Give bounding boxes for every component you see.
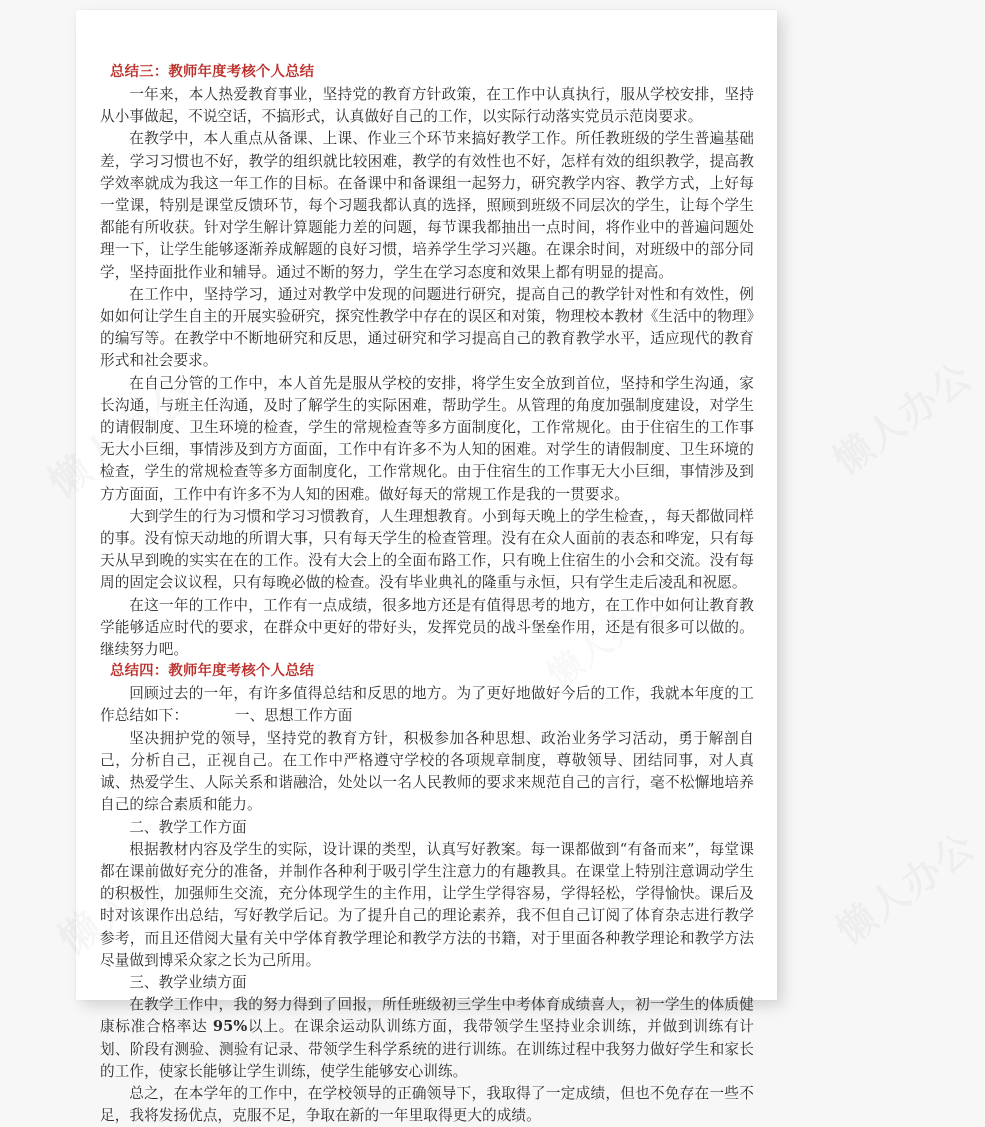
paragraph-10 — [100, 994, 754, 1083]
paragraph-3 — [100, 284, 754, 373]
paragraph-6 — [100, 595, 754, 662]
text-run: 一年来，本人热爱教育事业，坚持党的教育方针政策，在工作中认真执行，服从学校安排，坚持从小事做起，不说空话，不搞形式，认真做好自己的工作，以实际行动落实党员示范岗要求。 — [100, 86, 754, 126]
text-run: 在自己分管的工作中，本人首先是服从学校的安排，将学生安全放到首位，坚持和学生沟通，家长沟通，与班主任沟通，及时了解学生的实际困难，帮助学生。从管理的角度加强制度建设，对学生的请假制度、卫生环境的检查，学生的常规检查等多方面制度化，工作常规化。由于住宿生的工作事无大小巨细，事情涉及到方方面面，工作中有许多不为人知的困难。对学生的请假制度、卫生环境的检查，学生的常规检查等多方面制度化，工作常规化。由于住宿生的工作事无大小巨细，事情涉及到方方面面，工作中有许多不为人知的困难。做好每天的常规工作是我的一贯要求。 — [100, 374, 754, 503]
text-run: 大到学生的行为习惯和学习习惯教育，人生理想教育。小到每天晚上的学生检查，，每天都做同样的事。没有惊天动地的所谓大事，只有每天学生的检查管理。没有在众人面前的表态和哗宠，只有每天从早到晚的实实在在的工作。没有大会上的全面布路工作，只有晚上住宿生的小会和交流。没有每周的固定会议议程，只有每晚必做的检查。没有毕业典礼的隆重与永恒，只有学生走后凌乱和祝愿。 — [100, 507, 754, 592]
text-run: 根据教材内容及学生的实际，设计课的类型，认真写好教案。每一课都做到“有备而来”，每堂课都在课前做好充分的准备，并制作各种利于吸引学生注意力的有趣教具。在课堂上特别注意调动学生的积极性，加强师生交流，充分体现学生的主作用，让学生学得容易，学得轻松，学得愉快。课后及时对该课作出总结，写好教学后记。为了提升自己的理论素养，我不但自己订阅了体育杂志进行教学参考，而且还借阅大量有关中学体育教学理论和教学方法的书籍，对于里面各种教学理论和教学方法尽量做到博采众家之长为己所用。 — [100, 840, 754, 969]
text-run: 坚决拥护党的领导，坚持党的教育方针，积极参加各种思想、政治业务学习活动，勇于解剖自己，分析自己，正视自己。在工作中严格遵守学校的各项规章制度，尊敬领导、团结同事，对人真诚、热爱学生、人际关系和谐融洽，处处以一名人民教师的要求来规范自己的言行，毫不松懈地培养自己的综合素质和能力。 — [100, 729, 754, 814]
document-page — [76, 10, 777, 1125]
paragraph-9 — [100, 839, 754, 972]
paragraph-11 — [100, 1083, 754, 1127]
text-run: 二、教学工作方面 — [129, 818, 247, 836]
paragraph-7 — [100, 683, 754, 727]
section-heading-one: 一、思想工作方面 — [234, 707, 353, 725]
watermark-text — [820, 346, 982, 485]
document-body — [100, 62, 754, 1127]
text-run: 95% — [212, 1018, 248, 1036]
text-run: 在教学中，本人重点从备课、上课、作业三个环节来搞好教学工作。所任教班级的学生普遍基础差，学习习惯也不好，教学的组织就比较困难，教学的有效性也不好，怎样有效的组织教学，提高教学效率就成为我这一年工作的目标。在备课中和备课组一起努力，研究教学内容、教学方式，上好每一堂课，特别是课堂反馈环节，每个习题我都认真的选择，照顾到班级不同层次的学生，让每个学生都能有所收获。针对学生解计算题能力差的问题，每节课我都抽出一点时间，将作业中的普遍问题处理一下，让学生能够逐渐养成解题的良好习惯，培养学生学习兴趣。在课余时间，对班级中的部分同学，坚持面批作业和辅导。通过不断的努力，学生在学习态度和效果上都有明显的提高。 — [100, 130, 754, 281]
heading-summary-four: 总结四：教师年度考核个人总结 — [110, 663, 315, 680]
section-heading-two — [100, 817, 754, 839]
text-run: 以上。在课余运动队训练方面，我带领学生坚持业余训练，并做到训练有计划、阶段有测验、测验有记录、带领学生科学系统的进行训练。在训练过程中我努力做好学生和家长的工作，使家长能够让学生训练，使学生能够安心训练。 — [100, 1018, 754, 1080]
paragraph-8 — [100, 728, 754, 817]
text-run: 总之，在本学年的工作中，在学校领导的正确领导下，我取得了一定成绩，但也不免存在一些不足，我将发扬优点，克服不足，争取在新的一年里取得更大的成绩。 — [100, 1084, 754, 1125]
text-run: 在工作中，坚持学习，通过对教学中发现的问题进行研究，提高自己的教学针对性和有效性，例如如何让学生自主的开展实验研究，探究性教学中存在的误区和对策，物理校本教材《生活中的物理》的编写等。在教学中不断地研究和反思，通过研究和学习提高自己的教育教学水平，适应现代的教育形式和社会要求。 — [100, 285, 754, 370]
paragraph-5 — [100, 506, 754, 595]
watermark-text — [823, 816, 985, 955]
paragraph-2 — [100, 128, 754, 283]
paragraph-1 — [100, 84, 754, 128]
text-run: 在这一年的工作中，工作有一点成绩，很多地方还是有值得思考的地方，在工作中如何让教育教学能够适应时代的要求，在群众中更好的带好头，发挥党员的战斗堡垒作用，还是有很多可以做的。继续努力吧。 — [100, 596, 754, 659]
paragraph-4 — [100, 373, 754, 506]
text-run: 三、教学业绩方面 — [129, 973, 247, 991]
text-run: 在教学工作中，我的努力得到了回报，所任班级初三学生中考体育成绩喜人，初一学生的体质健康标准合格率达 — [100, 996, 754, 1036]
section-heading-three — [100, 972, 754, 994]
text-run: 回顾过去的一年，有许多值得总结和反思的地方。为了更好地做好今后的工作，我就本年度的工作总结如下： — [100, 685, 754, 725]
heading-summary-three: 总结三：教师年度考核个人总结 — [110, 64, 315, 80]
